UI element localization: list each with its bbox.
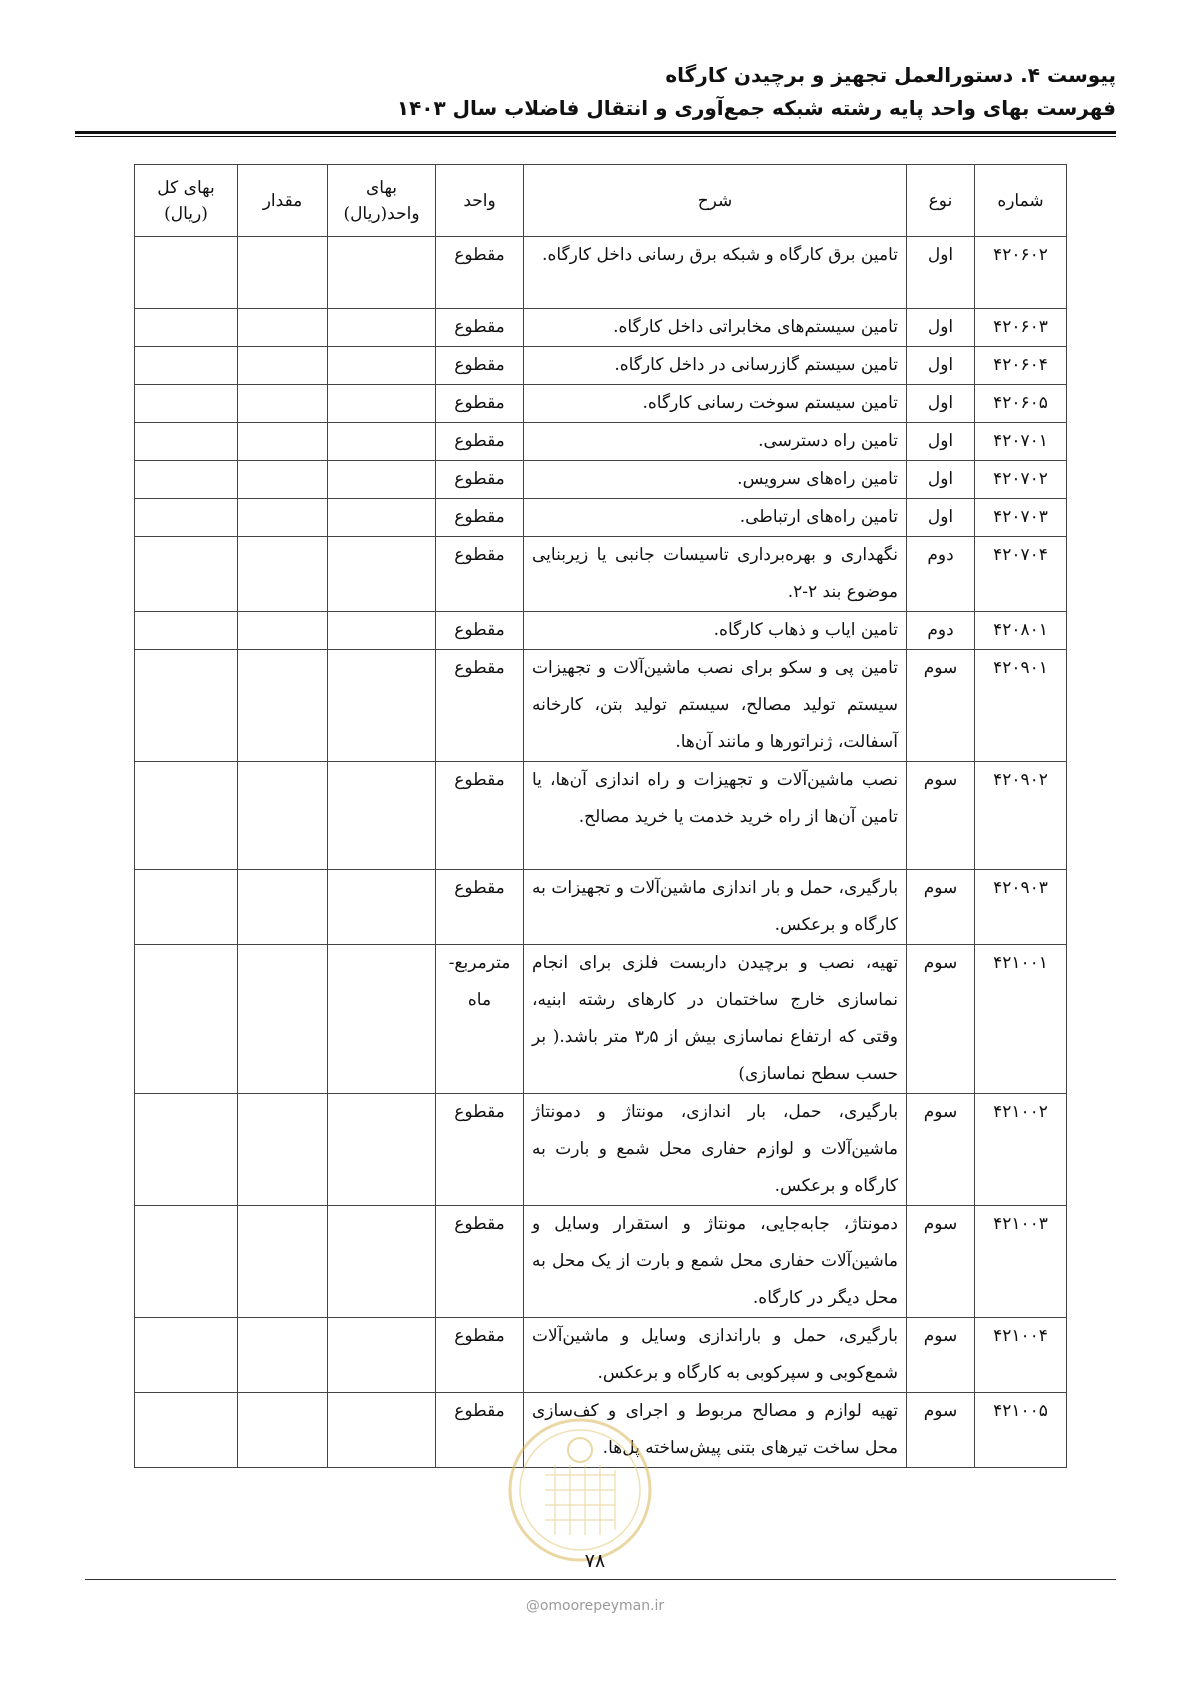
row-total-price [135,309,238,347]
row-quantity [238,1206,328,1318]
row-total-price [135,347,238,385]
row-unit-price [328,870,436,945]
row-unit: مقطوع [436,385,524,423]
row-quantity [238,537,328,612]
row-type: دوم [907,612,975,650]
table-row [135,461,1067,499]
row-code: ۴۲۱۰۰۲ [975,1094,1067,1206]
row-unit-price [328,237,436,309]
row-type: اول [907,347,975,385]
row-total-price [135,1393,238,1468]
row-unit-price [328,762,436,870]
row-unit: مقطوع [436,347,524,385]
row-quantity [238,870,328,945]
row-unit: مقطوع [436,870,524,945]
row-type: اول [907,385,975,423]
row-code: ۴۲۰۷۰۳ [975,499,1067,537]
row-quantity [238,347,328,385]
page-number: ۷۸ [584,1550,606,1572]
row-code: ۴۲۰۶۰۳ [975,309,1067,347]
row-description: تامین سیستم گازرسانی در داخل کارگاه. [524,347,907,385]
table-header-row [135,165,1067,237]
row-type: سوم [907,1206,975,1318]
row-unit: مقطوع [436,762,524,870]
row-code: ۴۲۰۸۰۱ [975,612,1067,650]
row-total-price [135,1318,238,1393]
row-total-price [135,499,238,537]
table-row [135,870,1067,945]
row-unit: مترمربع- ماه [436,945,524,1094]
row-description: نصب ماشین‌آلات و تجهیزات و راه اندازی آن‌ها، یا تامین آن‌ها از راه خرید خدمت یا خرید مصالح. [524,762,907,870]
col-header-type: نوع [907,165,975,237]
row-unit-price [328,537,436,612]
row-total-price [135,1206,238,1318]
row-description: تامین سیستم سوخت رسانی کارگاه. [524,385,907,423]
row-type: سوم [907,762,975,870]
row-unit: مقطوع [436,461,524,499]
row-quantity [238,423,328,461]
table-row [135,1094,1067,1206]
row-description: بارگیری، حمل و باراندازی وسایل و ماشین‌آلات شمع‌کوبی و سپرکوبی به کارگاه و برعکس. [524,1318,907,1393]
row-unit: مقطوع [436,237,524,309]
row-quantity [238,461,328,499]
row-type: سوم [907,1393,975,1468]
header-rule-thick [75,131,1116,134]
site-watermark: @omoorepeyman.ir [525,1598,665,1614]
price-list-table [134,164,1067,1468]
table-row [135,762,1067,870]
row-quantity [238,309,328,347]
table-row [135,499,1067,537]
row-quantity [238,762,328,870]
row-description: بارگیری، حمل، بار اندازی، مونتاژ و دمونتاژ ماشین‌آلات و لوازم حفاری محل شمع و بارت به کارگاه و برعکس. [524,1094,907,1206]
row-unit-price [328,945,436,1094]
row-unit-price [328,347,436,385]
row-description: نگهداری و بهره‌برداری تاسیسات جانبی یا زیربنایی موضوع بند ۲-۲. [524,537,907,612]
table-row [135,423,1067,461]
row-code: ۴۲۱۰۰۱ [975,945,1067,1094]
row-code: ۴۲۱۰۰۳ [975,1206,1067,1318]
row-quantity [238,650,328,762]
row-unit: مقطوع [436,650,524,762]
row-quantity [238,499,328,537]
col-header-quantity: مقدار [238,165,328,237]
row-type: اول [907,461,975,499]
row-unit: مقطوع [436,423,524,461]
watermark-seal [505,1415,655,1565]
row-unit: مقطوع [436,1393,524,1468]
row-description: تامین برق کارگاه و شبکه برق رسانی داخل کارگاه. [524,237,907,309]
header-rule-thin [75,136,1116,137]
row-unit: مقطوع [436,1094,524,1206]
table-row [135,309,1067,347]
row-code: ۴۲۰۷۰۱ [975,423,1067,461]
header-appendix-title: پیوست ۴. دستورالعمل تجهیز و برچیدن کارگاه [665,63,1116,87]
row-code: ۴۲۰۹۰۱ [975,650,1067,762]
row-unit-price [328,1318,436,1393]
row-code: ۴۲۰۹۰۳ [975,870,1067,945]
row-quantity [238,1393,328,1468]
row-unit: مقطوع [436,612,524,650]
col-header-number: شماره [975,165,1067,237]
row-total-price [135,537,238,612]
row-quantity [238,237,328,309]
row-unit-price [328,385,436,423]
row-quantity [238,1318,328,1393]
row-type: سوم [907,945,975,1094]
col-header-unit-price: بهای واحد(ریال) [328,165,436,237]
row-code: ۴۲۰۶۰۲ [975,237,1067,309]
row-total-price [135,870,238,945]
row-total-price [135,385,238,423]
row-code: ۴۲۱۰۰۵ [975,1393,1067,1468]
row-unit-price [328,461,436,499]
table-row [135,347,1067,385]
row-type: اول [907,499,975,537]
row-type: سوم [907,1094,975,1206]
row-type: سوم [907,650,975,762]
row-description: تامین سیستم‌های مخابراتی داخل کارگاه. [524,309,907,347]
row-code: ۴۲۰۷۰۴ [975,537,1067,612]
page-header [66,58,1116,124]
col-header-total-price: بهای کل (ریال) [135,165,238,237]
row-type: اول [907,237,975,309]
row-quantity [238,1094,328,1206]
table-row [135,612,1067,650]
row-unit-price [328,499,436,537]
row-total-price [135,762,238,870]
header-list-title: فهرست بهای واحد پایه رشته شبکه جمع‌آوری و انتقال فاضلاب سال ۱۴۰۳ [396,96,1116,120]
table-row [135,945,1067,1094]
row-description: تامین راه دسترسی. [524,423,907,461]
footer-rule [85,1579,1116,1580]
row-quantity [238,945,328,1094]
row-type: دوم [907,537,975,612]
row-unit-price [328,309,436,347]
table-row [135,537,1067,612]
row-code: ۴۲۰۷۰۲ [975,461,1067,499]
row-description: تهیه، نصب و برچیدن داربست فلزی برای انجام نماسازی خارج ساختمان در کارهای رشته ابنیه، وقتی که ارتفاع نماسازی بیش از ۳٫۵ متر باشد.( بر حسب سطح نماسازی) [524,945,907,1094]
row-unit-price [328,423,436,461]
table-row [135,1318,1067,1393]
row-unit-price [328,1206,436,1318]
row-description: تامین پی و سکو برای نصب ماشین‌آلات و تجهیزات سیستم تولید مصالح، سیستم تولید بتن، کارخانه آسفالت، ژنراتورها و مانند آن‌ها. [524,650,907,762]
row-total-price [135,461,238,499]
row-unit: مقطوع [436,1206,524,1318]
row-description: تامین راه‌های ارتباطی. [524,499,907,537]
row-code: ۴۲۰۹۰۲ [975,762,1067,870]
row-unit: مقطوع [436,309,524,347]
row-quantity [238,385,328,423]
row-total-price [135,650,238,762]
row-total-price [135,945,238,1094]
row-total-price [135,1094,238,1206]
table-row [135,650,1067,762]
row-total-price [135,237,238,309]
row-total-price [135,612,238,650]
row-type: سوم [907,1318,975,1393]
row-unit-price [328,1094,436,1206]
row-description: تامین راه‌های سرویس. [524,461,907,499]
row-type: اول [907,423,975,461]
row-description: دمونتاژ، جابه‌جایی، مونتاژ و استقرار وسایل و ماشین‌آلات حفاری محل شمع و بارت از یک محل به محل دیگر در کارگاه. [524,1206,907,1318]
row-unit: مقطوع [436,499,524,537]
col-header-description: شرح [524,165,907,237]
row-type: اول [907,309,975,347]
row-unit: مقطوع [436,537,524,612]
row-code: ۴۲۱۰۰۴ [975,1318,1067,1393]
row-total-price [135,423,238,461]
row-code: ۴۲۰۶۰۴ [975,347,1067,385]
row-unit-price [328,1393,436,1468]
row-description: تامین ایاب و ذهاب کارگاه. [524,612,907,650]
row-unit: مقطوع [436,1318,524,1393]
row-description: تهیه لوازم و مصالح مربوط و اجرای و کف‌سازی محل ساخت تیرهای بتنی پیش‌ساخته پل‌ها. [524,1393,907,1468]
row-description: بارگیری، حمل و بار اندازی ماشین‌آلات و تجهیزات به کارگاه و برعکس. [524,870,907,945]
table-row [135,385,1067,423]
row-unit-price [328,612,436,650]
row-code: ۴۲۰۶۰۵ [975,385,1067,423]
row-type: سوم [907,870,975,945]
table-row [135,1206,1067,1318]
table-row [135,237,1067,309]
row-unit-price [328,650,436,762]
col-header-unit: واحد [436,165,524,237]
row-quantity [238,612,328,650]
